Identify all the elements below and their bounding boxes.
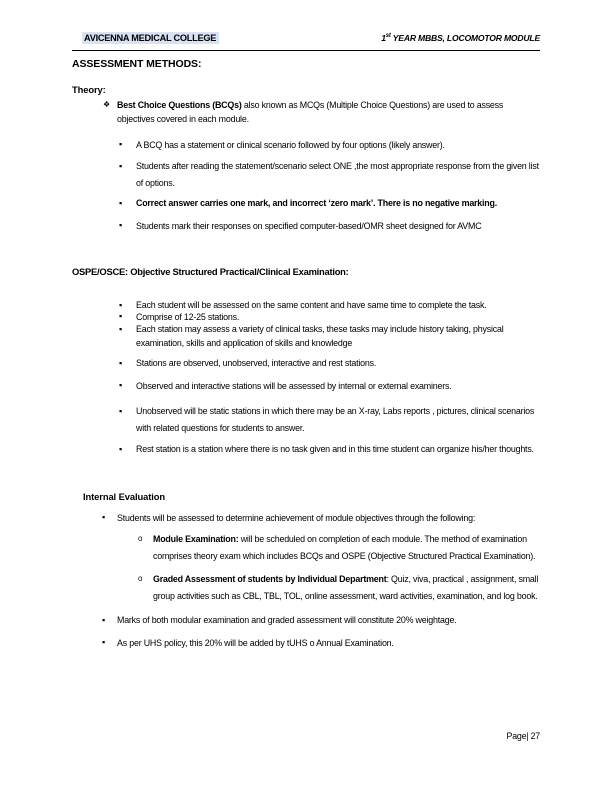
disc-bullet-icon: ▪ bbox=[119, 380, 122, 391]
theory-bcq-text bbox=[117, 99, 540, 127]
disc-bullet-icon: ▪ bbox=[102, 512, 105, 523]
theory-point-1: A BCQ has a statement or clinical scenario followed by four options (likely answer). bbox=[136, 139, 445, 150]
list-item bbox=[72, 513, 540, 525]
module-examination-bold-lead: Module Examination: bbox=[153, 534, 239, 545]
list-item bbox=[72, 358, 540, 370]
theory-diamond-bullet bbox=[72, 99, 540, 127]
theory-point-3-bold: Correct answer carries one mark, and incorrect ‘zero mark’. There is no negative marking. bbox=[136, 198, 498, 209]
list-item bbox=[72, 198, 540, 210]
internal-eval-closing-2: As per UHS policy, this 20% will be added by tUHS o Annual Examination. bbox=[117, 637, 394, 648]
list-item bbox=[72, 323, 540, 351]
ospe-point-5: Observed and interactive stations will be assessed by internal or external examiners. bbox=[136, 380, 452, 391]
module-title-header bbox=[381, 33, 540, 43]
internal-eval-closing-1: Marks of both modular examination and graded assessment will constitute 20% weightage. bbox=[117, 615, 457, 626]
circle-bullet-icon: o bbox=[138, 533, 143, 543]
internal-eval-lead: Students will be assessed to determine achievement of module objectives through the following: bbox=[117, 512, 476, 523]
list-item bbox=[72, 403, 540, 436]
list-item bbox=[72, 381, 540, 393]
ospe-heading: OSPE/OSCE: Objective Structured Practical/Clinical Examination: bbox=[72, 266, 349, 278]
list-item bbox=[72, 312, 540, 324]
disc-bullet-icon: ▪ bbox=[102, 614, 105, 625]
ospe-point-7: Rest station is a station where there is no task given and in this time student can organize his/her thoughts. bbox=[136, 444, 534, 455]
disc-bullet-icon: ▪ bbox=[119, 139, 122, 150]
disc-bullet-icon: ▪ bbox=[119, 160, 122, 171]
header-divider-rule bbox=[72, 50, 540, 51]
disc-bullet-icon: ▪ bbox=[119, 405, 122, 416]
disc-bullet-icon: ▪ bbox=[119, 357, 122, 368]
list-item bbox=[72, 531, 540, 564]
graded-assessment-bold-lead: Graded Assessment of students by Individual Department bbox=[153, 574, 387, 585]
disc-bullet-icon: ▪ bbox=[119, 299, 122, 310]
list-item bbox=[72, 140, 540, 152]
theory-point-4: Students mark their responses on specified computer-based/OMR sheet designed for AVMC bbox=[136, 220, 482, 231]
internal-evaluation-heading: Internal Evaluation bbox=[83, 490, 165, 502]
module-year-number: 1 bbox=[381, 33, 386, 43]
theory-point-2: Students after reading the statement/scenario select ONE ,the most appropriate response from the given list of options. bbox=[136, 161, 539, 188]
list-item bbox=[72, 638, 540, 650]
module-examination-rest: will be scheduled on completion of each module. The method of examination comprises theory exam which includes BCQs and OSPE (Objective Structured Practical Examination). bbox=[153, 534, 536, 561]
graded-assessment-rest: : Quiz, viva, practical , assignment, small group activities such as CBL, TBL, TOL, online assessment, ward activities, examination, and log book. bbox=[153, 574, 539, 601]
disc-bullet-icon: ▪ bbox=[102, 637, 105, 648]
college-name-header: AVICENNA MEDICAL COLLEGE bbox=[82, 32, 219, 44]
bcq-bold-lead: Best Choice Questions (BCQs) bbox=[117, 100, 242, 110]
module-year-ordinal: st bbox=[385, 33, 391, 40]
ospe-point-3: Each station may assess a variety of clinical tasks, these tasks may include history taking, physical examination, skills and application of skills and knowledge bbox=[136, 324, 504, 349]
bcq-rest: also known as MCQs (Multiple Choice Questions) are used to assess objectives covered in each module. bbox=[117, 100, 504, 124]
list-item bbox=[72, 221, 540, 233]
circle-bullet-icon: o bbox=[138, 573, 143, 583]
disc-bullet-icon: ▪ bbox=[119, 220, 122, 231]
list-item bbox=[72, 615, 540, 627]
list-item bbox=[72, 571, 540, 604]
list-item bbox=[72, 158, 540, 191]
diamond-bullet-icon: ❖ bbox=[103, 99, 110, 109]
theory-label: Theory: bbox=[72, 84, 106, 95]
ospe-point-6: Unobserved will be static stations in which there may be an X-ray, Labs reports , pictures, clinical scenarios with related questions for students to answer. bbox=[136, 406, 535, 433]
disc-bullet-icon: ▪ bbox=[119, 311, 122, 322]
page-title: ASSESSMENT METHODS: bbox=[72, 58, 202, 70]
module-examination-item bbox=[153, 531, 540, 564]
page-number: Page| 27 bbox=[506, 731, 540, 741]
disc-bullet-icon: ▪ bbox=[119, 197, 122, 208]
running-header bbox=[72, 32, 540, 48]
ospe-point-4: Stations are observed, unobserved, interactive and rest stations. bbox=[136, 358, 377, 369]
document-body bbox=[72, 58, 540, 650]
module-title-text: YEAR MBBS, LOCOMOTOR MODULE bbox=[390, 33, 540, 43]
page-footer bbox=[72, 731, 540, 741]
theory-point-3 bbox=[136, 198, 540, 210]
disc-bullet-icon: ▪ bbox=[119, 323, 122, 334]
ospe-point-1: Each student will be assessed on the same content and have same time to complete the task. bbox=[136, 300, 487, 311]
disc-bullet-icon: ▪ bbox=[119, 443, 122, 454]
list-item bbox=[72, 300, 540, 312]
list-item bbox=[72, 443, 540, 457]
ospe-point-2: Comprise of 12-25 stations. bbox=[136, 311, 240, 322]
graded-assessment-item bbox=[153, 571, 540, 604]
